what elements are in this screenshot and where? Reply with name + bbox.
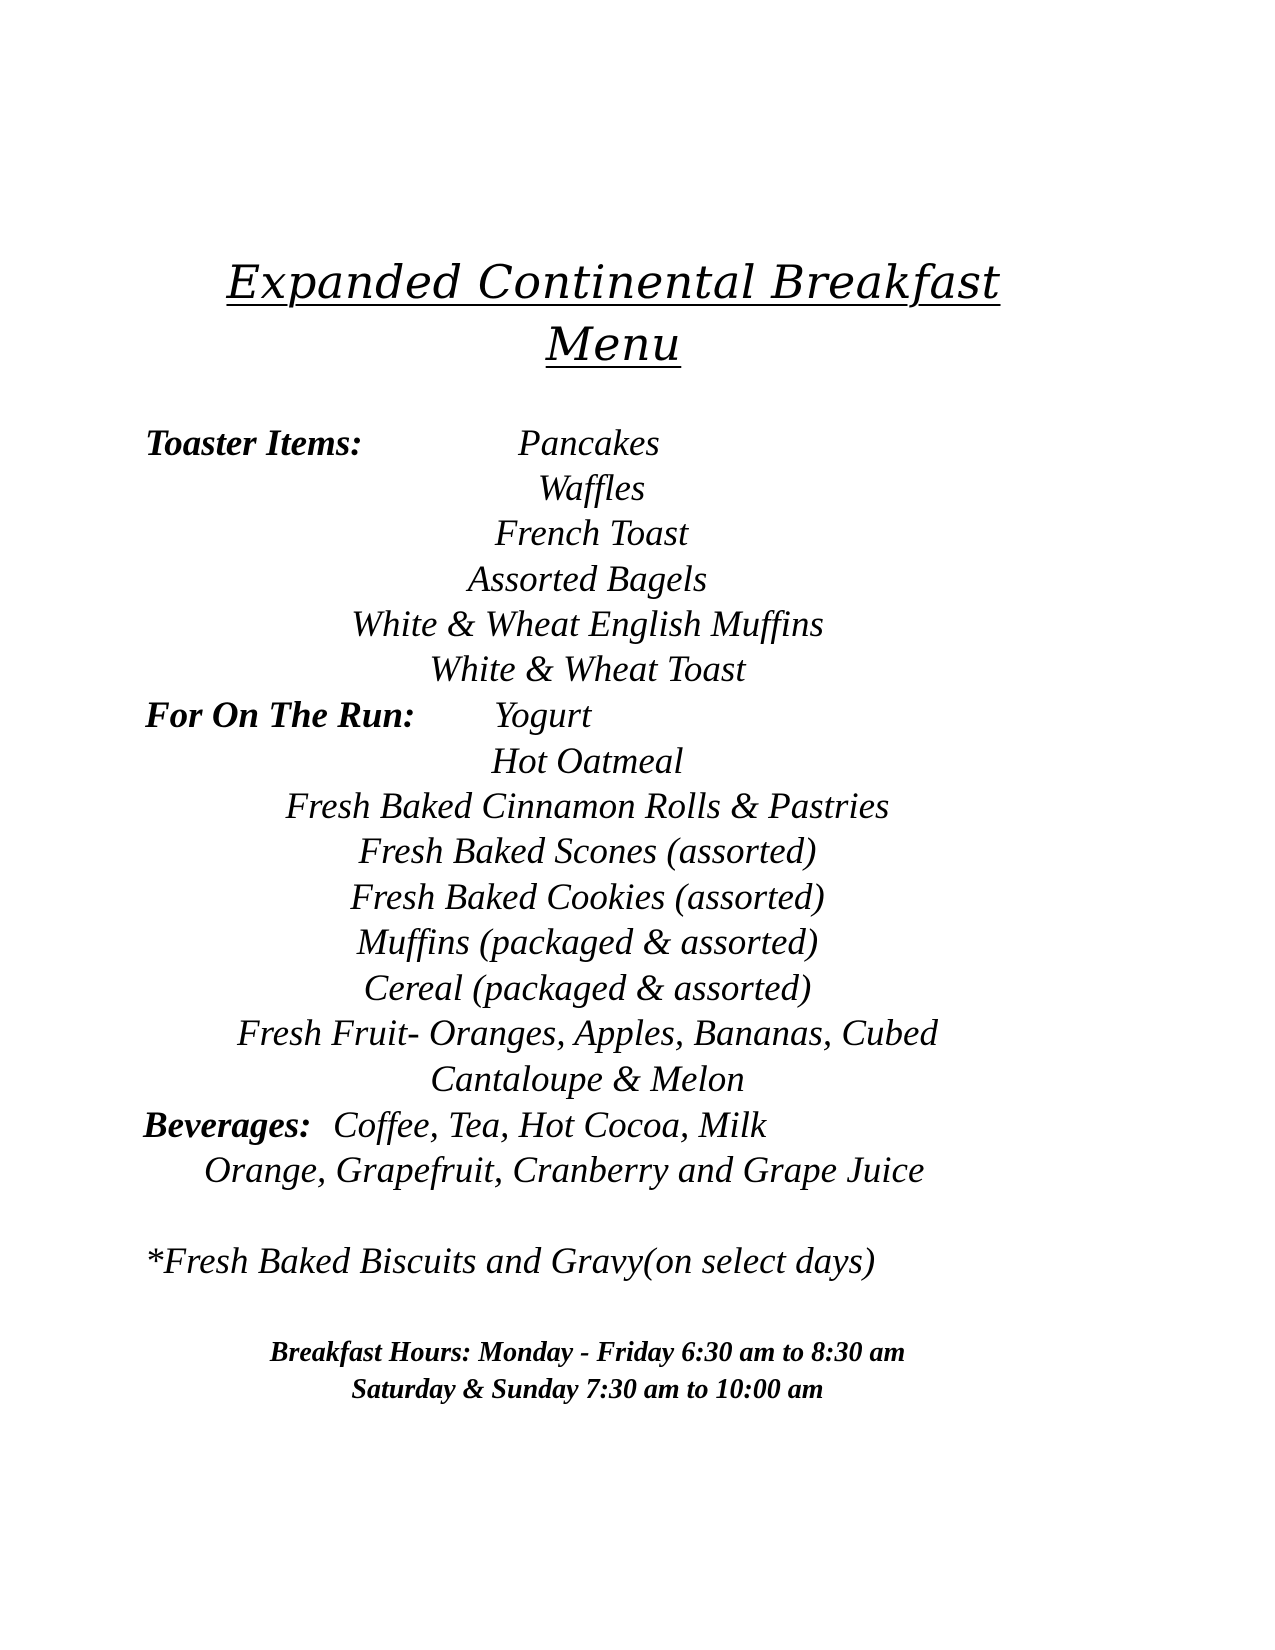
toaster-item: Assorted Bagels <box>467 559 708 600</box>
on-the-run-item: Fresh Baked Cookies (assorted) <box>350 877 825 918</box>
title-line-1: Expanded Continental Breakfast <box>226 255 1001 309</box>
title-line-2: Menu <box>545 317 682 371</box>
on-the-run-item: Fresh Fruit- Oranges, Apples, Bananas, Cubed <box>237 1013 938 1054</box>
toaster-label: Toaster Items: <box>145 423 363 464</box>
toaster-item: Pancakes <box>518 423 660 464</box>
beverages-line-2: Orange, Grapefruit, Cranberry and Grape Juice <box>204 1150 925 1191</box>
on-the-run-item: Yogurt <box>494 695 592 736</box>
breakfast-hours-line-1: Breakfast Hours: Monday - Friday 6:30 am to 8:30 am <box>269 1337 906 1368</box>
on-the-run-item: Fresh Baked Cinnamon Rolls & Pastries <box>285 786 890 827</box>
biscuits-note: *Fresh Baked Biscuits and Gravy(on select days) <box>145 1241 876 1282</box>
on-the-run-item: Cantaloupe & Melon <box>430 1059 745 1100</box>
on-the-run-item: Muffins (packaged & assorted) <box>356 922 819 963</box>
on-the-run-item: Hot Oatmeal <box>491 741 684 782</box>
on-the-run-item: Cereal (packaged & assorted) <box>363 968 812 1009</box>
toaster-item: Waffles <box>537 468 646 509</box>
toaster-item: White & Wheat Toast <box>429 649 746 690</box>
beverages-label: Beverages: <box>143 1105 312 1146</box>
toaster-item: French Toast <box>494 513 689 554</box>
on-the-run-label: For On The Run: <box>145 695 416 736</box>
beverages-line-1: Coffee, Tea, Hot Cocoa, Milk <box>333 1105 767 1146</box>
toaster-item: White & Wheat English Muffins <box>351 604 824 645</box>
breakfast-hours-line-2: Saturday & Sunday 7:30 am to 10:00 am <box>351 1374 824 1405</box>
on-the-run-item: Fresh Baked Scones (assorted) <box>358 831 817 872</box>
